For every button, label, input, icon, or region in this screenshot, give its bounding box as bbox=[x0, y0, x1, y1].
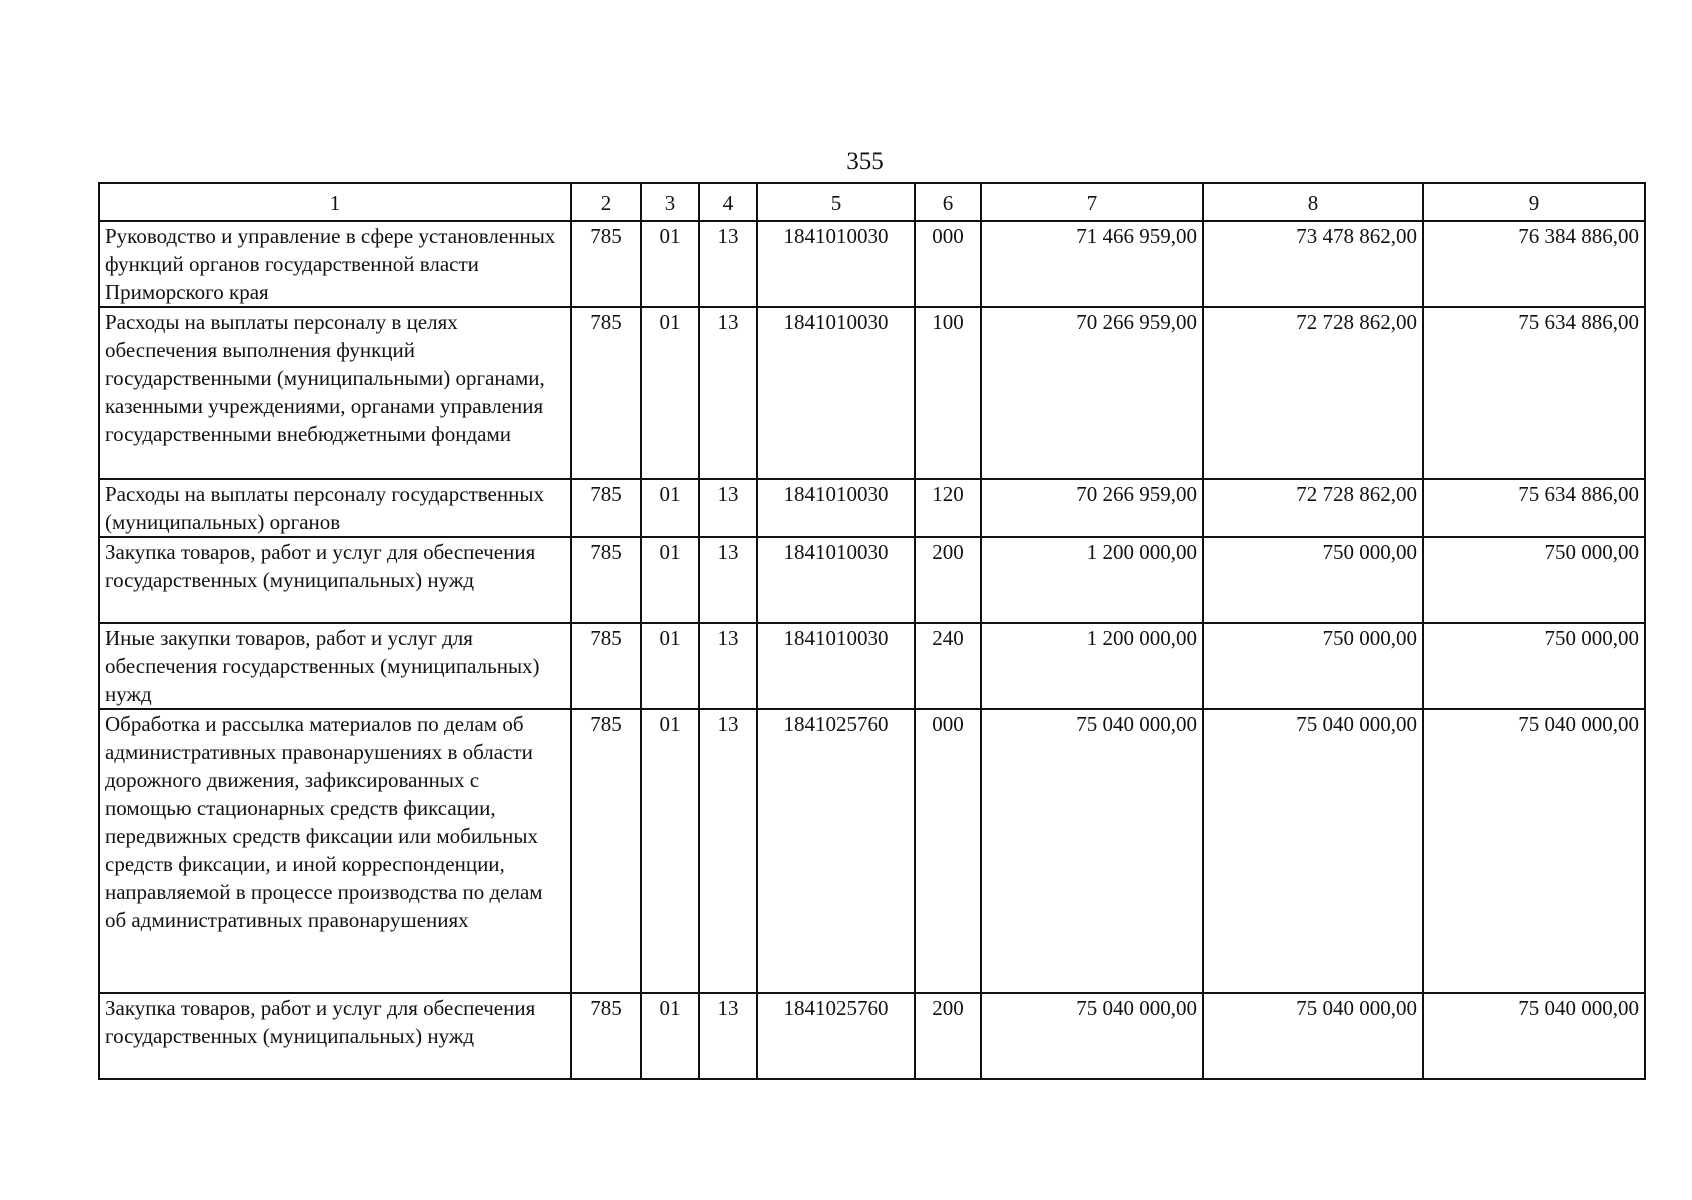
row-name: Расходы на выплаты персоналу государственных (муниципальных) органов bbox=[99, 479, 571, 537]
table-row bbox=[99, 307, 1645, 479]
cell-amount-col7: 70 266 959,00 bbox=[981, 479, 1203, 537]
column-header: 4 bbox=[699, 183, 757, 221]
cell-target-code: 1841025760 bbox=[757, 993, 915, 1079]
row-name: Расходы на выплаты персоналу в целях обеспечения выполнения функций государственными (муниципальными) органами, казенными учреждениями, органами управления государственными внебюджетными фондами bbox=[99, 307, 571, 479]
cell-amount-col7: 75 040 000,00 bbox=[981, 993, 1203, 1079]
cell-subsection-code: 13 bbox=[699, 221, 757, 307]
cell-subsection-code: 13 bbox=[699, 537, 757, 623]
cell-ministry-code: 785 bbox=[571, 307, 641, 479]
cell-amount-col8: 75 040 000,00 bbox=[1203, 993, 1423, 1079]
cell-subsection-code: 13 bbox=[699, 709, 757, 993]
cell-ministry-code: 785 bbox=[571, 993, 641, 1079]
row-name: Закупка товаров, работ и услуг для обеспечения государственных (муниципальных) нужд bbox=[99, 537, 571, 623]
cell-ministry-code: 785 bbox=[571, 537, 641, 623]
cell-section-code: 01 bbox=[641, 307, 699, 479]
cell-amount-col7: 71 466 959,00 bbox=[981, 221, 1203, 307]
column-header: 8 bbox=[1203, 183, 1423, 221]
column-header: 3 bbox=[641, 183, 699, 221]
row-name: Иные закупки товаров, работ и услуг для обеспечения государственных (муниципальных) нужд bbox=[99, 623, 571, 709]
column-header: 6 bbox=[915, 183, 981, 221]
cell-expense-type: 240 bbox=[915, 623, 981, 709]
cell-amount-col8: 72 728 862,00 bbox=[1203, 479, 1423, 537]
row-name: Обработка и рассылка материалов по делам об административных правонарушениях в области дорожного движения, зафиксированных с помощью стационарных средств фиксации, передвижных средств фиксации или мобильных средств фиксации, и иной корреспонденции, направляемой в процессе производства по делам об административных правонарушениях bbox=[99, 709, 571, 993]
column-header: 9 bbox=[1423, 183, 1645, 221]
cell-amount-col9: 75 634 886,00 bbox=[1423, 307, 1645, 479]
cell-amount-col7: 1 200 000,00 bbox=[981, 623, 1203, 709]
column-header: 5 bbox=[757, 183, 915, 221]
cell-ministry-code: 785 bbox=[571, 623, 641, 709]
cell-ministry-code: 785 bbox=[571, 221, 641, 307]
table-row bbox=[99, 709, 1645, 993]
cell-section-code: 01 bbox=[641, 537, 699, 623]
cell-amount-col9: 750 000,00 bbox=[1423, 623, 1645, 709]
cell-amount-col7: 75 040 000,00 bbox=[981, 709, 1203, 993]
column-header: 7 bbox=[981, 183, 1203, 221]
table-row bbox=[99, 537, 1645, 623]
cell-target-code: 1841010030 bbox=[757, 221, 915, 307]
cell-target-code: 1841010030 bbox=[757, 623, 915, 709]
cell-subsection-code: 13 bbox=[699, 479, 757, 537]
table-row bbox=[99, 479, 1645, 537]
cell-amount-col9: 76 384 886,00 bbox=[1423, 221, 1645, 307]
cell-amount-col8: 72 728 862,00 bbox=[1203, 307, 1423, 479]
cell-target-code: 1841025760 bbox=[757, 709, 915, 993]
cell-amount-col8: 73 478 862,00 bbox=[1203, 221, 1423, 307]
cell-section-code: 01 bbox=[641, 479, 699, 537]
cell-amount-col8: 750 000,00 bbox=[1203, 537, 1423, 623]
cell-expense-type: 200 bbox=[915, 993, 981, 1079]
cell-amount-col9: 75 634 886,00 bbox=[1423, 479, 1645, 537]
cell-ministry-code: 785 bbox=[571, 709, 641, 993]
table-row bbox=[99, 221, 1645, 307]
cell-amount-col7: 1 200 000,00 bbox=[981, 537, 1203, 623]
cell-section-code: 01 bbox=[641, 623, 699, 709]
cell-expense-type: 120 bbox=[915, 479, 981, 537]
cell-expense-type: 000 bbox=[915, 221, 981, 307]
column-header: 2 bbox=[571, 183, 641, 221]
cell-target-code: 1841010030 bbox=[757, 307, 915, 479]
cell-expense-type: 000 bbox=[915, 709, 981, 993]
cell-subsection-code: 13 bbox=[699, 623, 757, 709]
table-row bbox=[99, 623, 1645, 709]
table-row bbox=[99, 993, 1645, 1079]
cell-subsection-code: 13 bbox=[699, 993, 757, 1079]
row-name: Закупка товаров, работ и услуг для обеспечения государственных (муниципальных) нужд bbox=[99, 993, 571, 1079]
cell-amount-col7: 70 266 959,00 bbox=[981, 307, 1203, 479]
header-row bbox=[99, 183, 1645, 221]
cell-amount-col8: 750 000,00 bbox=[1203, 623, 1423, 709]
cell-amount-col9: 75 040 000,00 bbox=[1423, 993, 1645, 1079]
cell-section-code: 01 bbox=[641, 993, 699, 1079]
page-number: 355 bbox=[846, 148, 884, 175]
row-name: Руководство и управление в сфере установленных функций органов государственной власти Приморского края bbox=[99, 221, 571, 307]
cell-expense-type: 100 bbox=[915, 307, 981, 479]
cell-amount-col9: 75 040 000,00 bbox=[1423, 709, 1645, 993]
cell-target-code: 1841010030 bbox=[757, 537, 915, 623]
column-header: 1 bbox=[99, 183, 571, 221]
cell-ministry-code: 785 bbox=[571, 479, 641, 537]
cell-amount-col8: 75 040 000,00 bbox=[1203, 709, 1423, 993]
cell-subsection-code: 13 bbox=[699, 307, 757, 479]
cell-target-code: 1841010030 bbox=[757, 479, 915, 537]
cell-amount-col9: 750 000,00 bbox=[1423, 537, 1645, 623]
cell-expense-type: 200 bbox=[915, 537, 981, 623]
cell-section-code: 01 bbox=[641, 709, 699, 993]
cell-section-code: 01 bbox=[641, 221, 699, 307]
budget-table bbox=[98, 182, 1646, 1080]
